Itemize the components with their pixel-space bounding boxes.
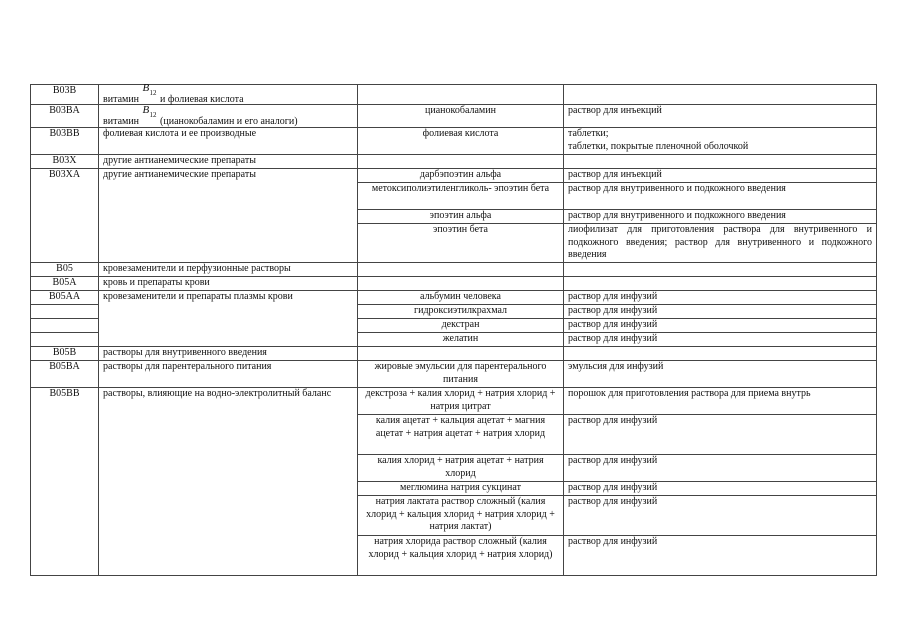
atc-code: B05BB [31, 388, 99, 576]
atc-code-empty [31, 333, 99, 347]
vitamin-b12-symbol: B 12 [142, 82, 157, 97]
table-row [31, 361, 877, 388]
group-name [99, 82, 358, 105]
dosage-form-line: таблетки; [568, 128, 609, 139]
table-row [31, 155, 877, 169]
dosage-form: раствор для инфузий [564, 496, 877, 536]
inn-name: альбумин человека [358, 291, 564, 305]
inn-name [358, 85, 564, 105]
atc-code: B05AA [31, 291, 99, 305]
dosage-form [564, 155, 877, 169]
dosage-form [564, 263, 877, 277]
dosage-form: раствор для инфузий [564, 482, 877, 496]
atc-code: B03BA [31, 105, 99, 128]
dosage-form-line: таблетки, покрытые пленочной оболочкой [568, 140, 749, 152]
inn-name: натрия хлорида раствор сложный (калия хлорид + кальция хлорид + натрия хлорид) [358, 536, 564, 576]
inn-name: цианокобаламин [358, 105, 564, 128]
vitamin-b12-symbol: B 12 [142, 104, 157, 119]
group-name-suffix: и фолиевая кислота [160, 94, 244, 105]
inn-name: калия ацетат + кальция ацетат + магния ацетат + натрия ацетат + натрия хлорид [358, 415, 564, 455]
table-row [31, 128, 877, 155]
inn-name: желатин [358, 333, 564, 347]
inn-name [358, 263, 564, 277]
inn-name: калия хлорид + натрия ацетат + натрия хлорид [358, 455, 564, 482]
table-row [31, 263, 877, 277]
atc-code: B03B [31, 85, 99, 105]
inn-name: гидроксиэтилкрахмал [358, 305, 564, 319]
inn-name: эпоэтин бета [358, 224, 564, 263]
inn-name: натрия лактата раствор сложный (калия хлорид + кальция хлорид + натрия хлорид + натрия лактат) [358, 496, 564, 536]
dosage-form: лиофилизат для приготовления раствора для внутривенного и подкожного введения; раствор для внутривенного и подкожного введения [564, 224, 877, 263]
inn-name: декстран [358, 319, 564, 333]
dosage-form: раствор для инъекций [564, 169, 877, 183]
atc-code: B05B [31, 347, 99, 361]
dosage-form: раствор для инфузий [564, 319, 877, 333]
inn-name: метоксиполиэтиленгликоль- эпоэтин бета [358, 183, 564, 210]
dosage-form: раствор для внутривенного и подкожного введения [564, 210, 877, 224]
inn-name: меглюмина натрия сукцинат [358, 482, 564, 496]
table-row [31, 347, 877, 361]
atc-code: B05A [31, 277, 99, 291]
dosage-form: раствор для внутривенного и подкожного введения [564, 183, 877, 210]
inn-name [358, 347, 564, 361]
dosage-form: раствор для инфузий [564, 333, 877, 347]
group-name: кровезаменители и перфузионные растворы [99, 263, 358, 277]
dosage-form [564, 347, 877, 361]
group-name: растворы для внутривенного введения [99, 347, 358, 361]
atc-code: B03XA [31, 169, 99, 263]
inn-name: декстроза + калия хлорид + натрия хлорид + натрия цитрат [358, 388, 564, 415]
table-row [31, 169, 877, 183]
dosage-form: раствор для инфузий [564, 455, 877, 482]
dosage-form: порошок для приготовления раствора для приема внутрь [564, 388, 877, 415]
inn-name [358, 155, 564, 169]
drug-classification-table [30, 84, 877, 576]
inn-name: дарбэпоэтин альфа [358, 169, 564, 183]
table-row [31, 277, 877, 291]
atc-code: B05 [31, 263, 99, 277]
group-name [99, 105, 358, 128]
group-name: растворы, влияющие на водно-электролитный баланс [99, 388, 358, 576]
group-name-prefix: витамин [103, 116, 140, 127]
inn-name: фолиевая кислота [358, 128, 564, 155]
group-name: растворы для парентерального питания [99, 361, 358, 388]
table-row [31, 291, 877, 305]
inn-name: эпоэтин альфа [358, 210, 564, 224]
group-name: другие антианемические препараты [99, 169, 358, 263]
atc-code-empty [31, 305, 99, 319]
inn-name [358, 277, 564, 291]
dosage-form [564, 128, 877, 155]
inn-name: жировые эмульсии для парентерального питания [358, 361, 564, 388]
group-name: другие антианемические препараты [99, 155, 358, 169]
dosage-form: раствор для инфузий [564, 536, 877, 576]
table-row [31, 105, 877, 128]
group-name-prefix: витамин [103, 94, 140, 105]
dosage-form: раствор для инфузий [564, 415, 877, 455]
group-name: кровь и препараты крови [99, 277, 358, 291]
dosage-form [564, 85, 877, 105]
group-name-suffix: (цианокобаламин и его аналоги) [160, 116, 298, 127]
atc-code: B05BA [31, 361, 99, 388]
atc-code: B03BB [31, 128, 99, 155]
table-row [31, 388, 877, 415]
dosage-form: раствор для инъекций [564, 105, 877, 128]
atc-code: B03X [31, 155, 99, 169]
dosage-form: раствор для инфузий [564, 305, 877, 319]
dosage-form: раствор для инфузий [564, 291, 877, 305]
dosage-form: эмульсия для инфузий [564, 361, 877, 388]
group-name: кровезаменители и препараты плазмы крови [99, 291, 358, 347]
group-name: фолиевая кислота и ее производные [99, 128, 358, 155]
dosage-form [564, 277, 877, 291]
table-row [31, 85, 877, 105]
atc-code-empty [31, 319, 99, 333]
